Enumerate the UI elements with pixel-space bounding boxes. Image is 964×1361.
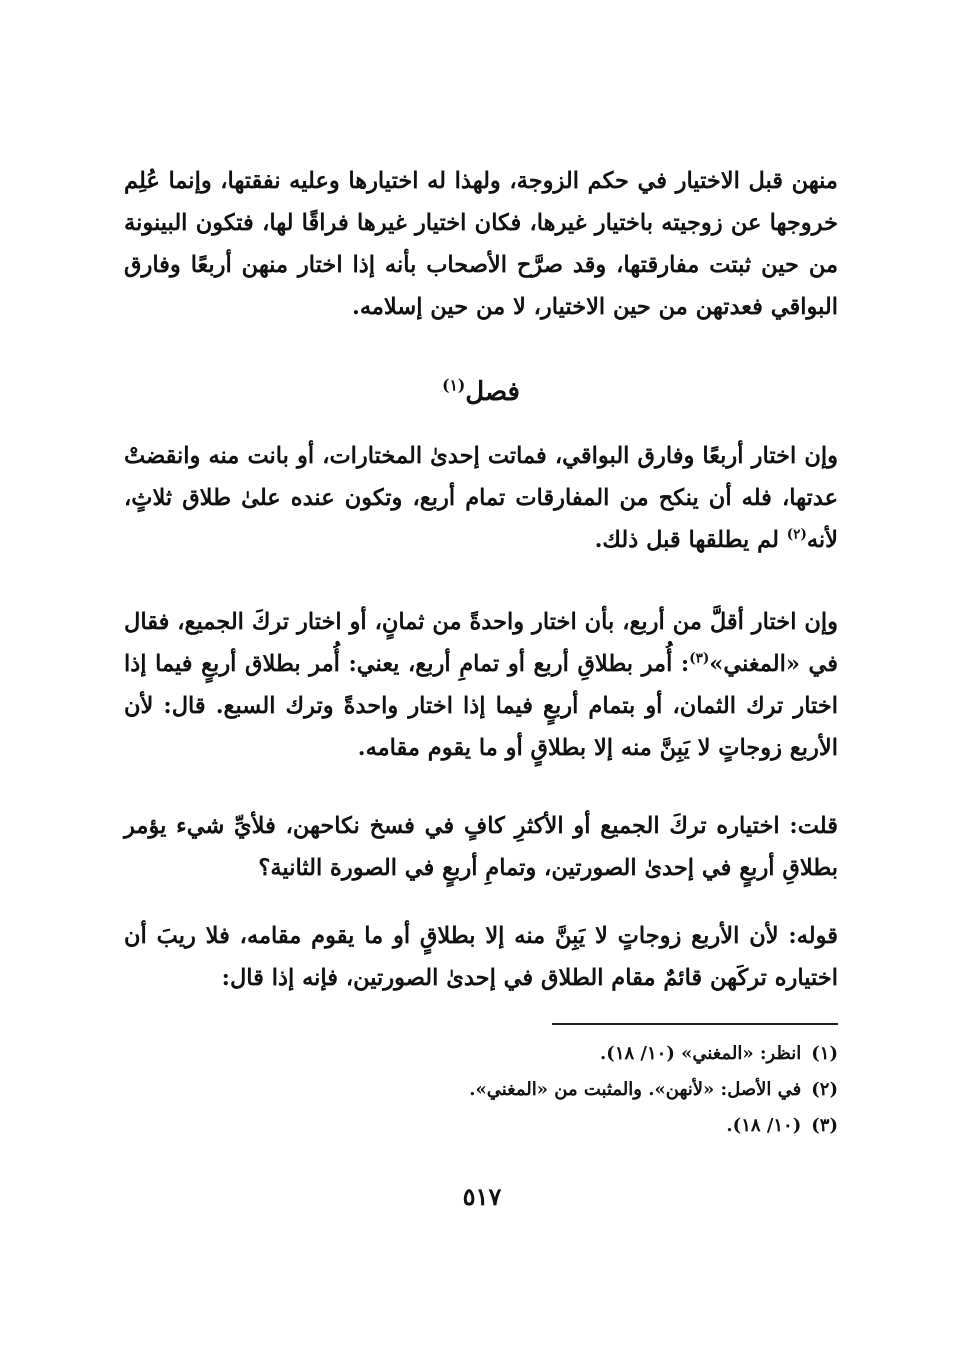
paragraph-3-text-a: وإن اختار أقلَّ من أربع، بأن اختار واحدةً من ثمانٍ، أو اختار تركَ الجميع، فقال في «المغني»	[124, 609, 839, 677]
footnote-marker-2: (٢)	[786, 526, 807, 543]
section-heading-label: فصل	[465, 377, 520, 407]
footnote-2	[124, 1072, 838, 1108]
paragraph-4-text: اختياره تركَ الجميع أو الأكثرِ كافٍ في فسخ نكاحهن، فلأيِّ شيء يؤمر بطلاقِ أربعٍ في إحدىٰ الصورتين، وتمامِ أربعٍ في الصورة الثانية؟	[124, 813, 838, 881]
paragraph-5-text: لأن الأربع زوجاتٍ لا يَبِنَّ منه إلا بطلاقٍ أو ما يقوم مقامه، فلا ريبَ أن اختياره تركَهن قائمٌ مقام الطلاق في إحدىٰ الصورتين، فإنه إذا قال:	[124, 923, 838, 991]
footnote-marker-1: (١)	[442, 375, 466, 395]
opening-paragraph	[124, 160, 838, 328]
paragraph-4-lead: قلت:	[789, 813, 838, 839]
footnote-3-number: (٣)	[811, 1115, 838, 1136]
paragraph-4	[124, 805, 838, 889]
paragraph-3-text-b: : أُمر بطلاقِ أربع أو تمامِ أربع، يعني: أُمر بطلاق أربعٍ فيما إذا اختار ترك الثمان، أو بتمام أربعٍ فيما إذا اختار واحدةً وترك السبع. قال: لأن الأربع زوجاتٍ لا يَبِنَّ منه إلا بطلاقٍ أو ما يقوم مقامه.	[124, 651, 838, 761]
footnote-2-text: في الأصل: «لأنهن». والمثبت من «المغني».	[469, 1079, 802, 1100]
footnote-1	[124, 1036, 838, 1072]
footnote-marker-3: (٣)	[689, 650, 710, 667]
section-heading	[124, 372, 838, 412]
paragraph-2	[124, 435, 838, 561]
paragraph-5-lead: قوله:	[788, 923, 838, 949]
footnote-separator	[552, 1023, 838, 1025]
footnote-2-number: (٢)	[811, 1079, 838, 1100]
footnotes	[124, 1036, 838, 1144]
paragraph-5	[124, 915, 838, 999]
paragraph-3	[124, 601, 838, 769]
footnote-1-number: (١)	[811, 1043, 838, 1064]
paragraph-1: منهن قبل الاختيار في حكم الزوجة، ولهذا له اختيارها وعليه نفقتها، وإنما عُلِم خروجها عن زوجيته باختيار غيرها، فكان اختيار غيرها فراقًا لها، فتكون البينونة من حين ثبتت مفارقتها، وقد صرَّح الأصحاب بأنه إذا اختار منهن أربعًا وفارق البواقي فعدتهن من حين الاختيار، لا من حين إسلامه.	[124, 168, 838, 320]
footnote-1-text: انظر: «المغني» (١٠/ ١٨).	[600, 1043, 802, 1064]
paragraph-2-text-b: لم يطلقها قبل ذلك.	[594, 527, 787, 553]
paragraph-2-text-a: وإن اختار أربعًا وفارق البواقي، فماتت إحدىٰ المختارات، أو بانت منه وانقضتْ عدتها، فله أن ينكح من المفارقات تمام أربع، وتكون عنده علىٰ طلاق ثلاثٍ، لأنه	[124, 443, 838, 553]
page-number: ٥١٧	[462, 1182, 502, 1211]
footnote-3	[124, 1108, 838, 1144]
footnote-3-text: (١٠/ ١٨).	[726, 1115, 802, 1136]
